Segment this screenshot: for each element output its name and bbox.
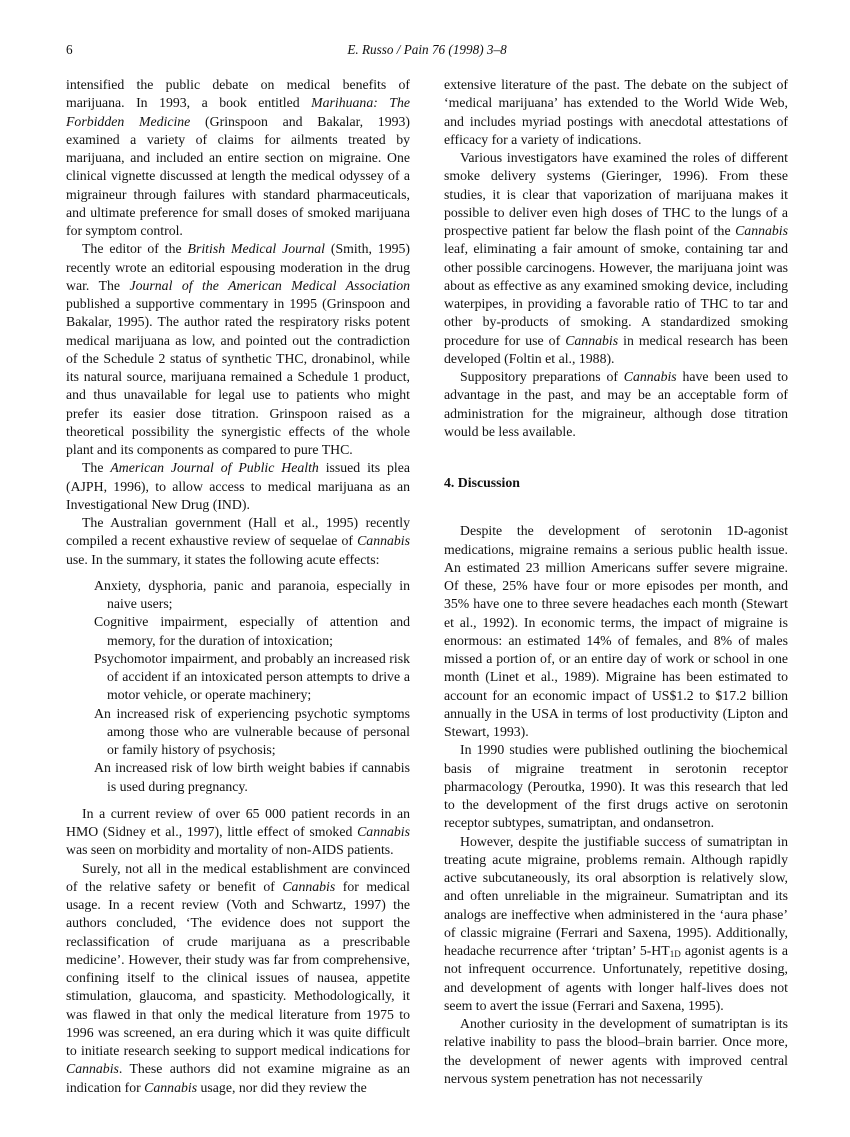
- running-head: E. Russo / Pain 76 (1998) 3–8: [347, 42, 507, 57]
- paragraph: The editor of the British Medical Journal (Smith, 1995) recently wrote an editorial espousing moderation in the drug war. The Journal of the American Medical Association published a supportive commentary in 1995 (Grinspoon and Bakalar, 1995). The author rated the respiratory risks potent medical marijuana as low, and pointed out the contradiction of the Schedule 2 status of synthetic THC, dronabinol, while its natural source, marijuana remained a Schedule 1 product, and thus unavailable for legal use to patients who might prefer its easier dose titration. Grinspoon raised as a theoretical possibility the synergistic effects of the whole plant and its components as compared to pure THC.: [66, 241, 410, 457]
- page-number: 6: [66, 42, 73, 57]
- paragraph: Suppository preparations of Cannabis have been used to advantage in the past, and may be an acceptable form of administration for the migraineur, although dose titration would be less available.: [444, 369, 788, 439]
- paragraph: Another curiosity in the development of sumatriptan is its relative inability to pass the blood–brain barrier. Once more, the development of newer agents with improved central nervous system penetration has not necessarily: [444, 1016, 788, 1086]
- list-item: An increased risk of experiencing psychotic symptoms among those who are vulnerable because of personal or family history of psychosis;: [94, 705, 410, 757]
- acute-effects-list: [66, 577, 410, 796]
- paragraph: Despite the development of serotonin 1D-agonist medications, migraine remains a serious public health issue. An estimated 23 million Americans suffer severe migraine. Of these, 25% have four or more episodes per month, and 35% have one to three severe headaches each month (Stewart et al., 1992). In economic terms, the impact of migraine is enormous: an estimated 14% of females, and 8% of males missed a portion of, or an entire day of work or school in one month (Linet et al., 1989). Migraine has been estimated to account for an economic impact of US$1.2 to $17.2 billion annually in the USA in terms of lost productivity (Lipton and Stewart, 1993).: [444, 523, 788, 739]
- list-item: An increased risk of low birth weight babies if cannabis is used during pregnancy.: [94, 760, 410, 794]
- paragraph: extensive literature of the past. The debate on the subject of ‘medical marijuana’ has extended to the World Wide Web, and includes myriad postings with anecdotal attestations of efficacy for a variety of indications.: [444, 77, 788, 147]
- section-heading: 4. Discussion: [444, 475, 520, 490]
- paragraph: The American Journal of Public Health issued its plea (AJPH, 1996), to allow access to medical marijuana as an Investigational New Drug (IND).: [66, 460, 411, 512]
- right-column: [444, 76, 788, 1088]
- paragraph: In a current review of over 65 000 patient records in an HMO (Sidney et al., 1997), little effect of smoked Cannabis was seen on morbidity and mortality of non-AIDS patients.: [66, 805, 410, 858]
- paragraph: However, despite the justifiable success of sumatriptan in treating acute migraine, problems remain. Although rapidly active subcutaneously, its oral absorption is relatively slow, and often unreliable in the migraineur. Sumatriptan and its analogs are ineffective when administered in the ‘aura phase’ of classic migraine (Ferrari and Saxena, 1995). Additionally, headache recurrence after ‘triptan’ $5-HT_{1D}$ agonist agents is a not infrequent occurrence. Unfortunately, repetitive dosing, and development of agents with longer half-lives does not seem to avert the issue (Ferrari and Saxena, 1995).: [444, 833, 788, 1013]
- list-item: Psychomotor impairment, and probably an increased risk of accident if an intoxicated person attempts to drive a motor vehicle, or operate machinery;: [94, 650, 410, 703]
- paragraph: Surely, not all in the medical establishment are convinced of the relative safety or benefit of Cannabis for medical usage. In a recent review (Voth and Schwartz, 1997) the authors concluded, ‘The evidence does not support the reclassification of crude marijuana as a prescribable medicine’. However, their study was far from comprehensive, confining itself to the clinical issues of nausea, appetite stimulation, glaucoma, and spasticity. Methodologically, it was flawed in that only the medical literature from 1975 to 1996 was screened, an era during which it was quite difficult to initiate research seeking to support medical indications for Cannabis. These authors did not examine migraine as an indication for Cannabis usage, nor did they review the: [66, 860, 410, 1095]
- left-column: [66, 76, 410, 1097]
- list-item: Cognitive impairment, especially of attention and memory, for the duration of intoxication;: [94, 614, 410, 648]
- paragraph: intensified the public debate on medical benefits of marijuana. In 1993, a book entitled Marihuana: The Forbidden Medicine (Grinspoon and Bakalar, 1993) examined a variety of claims for ailments treated by marijuana, and included an entire section on migraine. One clinical vignette discussed at length the medical odyssey of a migraineur through failures with standard pharmaceuticals, and ultimate preference for small doses of smoked marijuana for symptom control.: [66, 77, 410, 238]
- paragraph: The Australian government (Hall et al., 1995) recently compiled a recent exhaustive review of sequelae of Cannabis use. In the summary, it states the following acute effects:: [66, 515, 410, 567]
- paragraph: Various investigators have examined the roles of different smoke delivery systems (Gieringer, 1996). From these studies, it is clear that vaporization of marijuana makes it possible to deliver even high doses of THC to the lungs of a prospective patient far below the flash point of the Cannabis leaf, eliminating a fair amount of smoke, containing tar and other possible carcinogens. However, the marijuana joint was about as effective as any examined smoking device, including waterpipes, in providing a favorable ratio of THC to tar and other by-products of smoking. A standardized smoking procedure for use of Cannabis in medical research has been developed (Foltin et al., 1988).: [444, 150, 788, 366]
- running-header: [66, 42, 788, 62]
- paragraph: In 1990 studies were published outlining the biochemical basis of migraine treatment in serotonin receptor pharmacology (Peroutka, 1990). It was this research that led to the development of the first drugs active on serotonin receptor subtypes, sumatriptan, and ondansetron.: [444, 742, 788, 831]
- list-item: Anxiety, dysphoria, panic and paranoia, especially in naive users;: [94, 577, 410, 611]
